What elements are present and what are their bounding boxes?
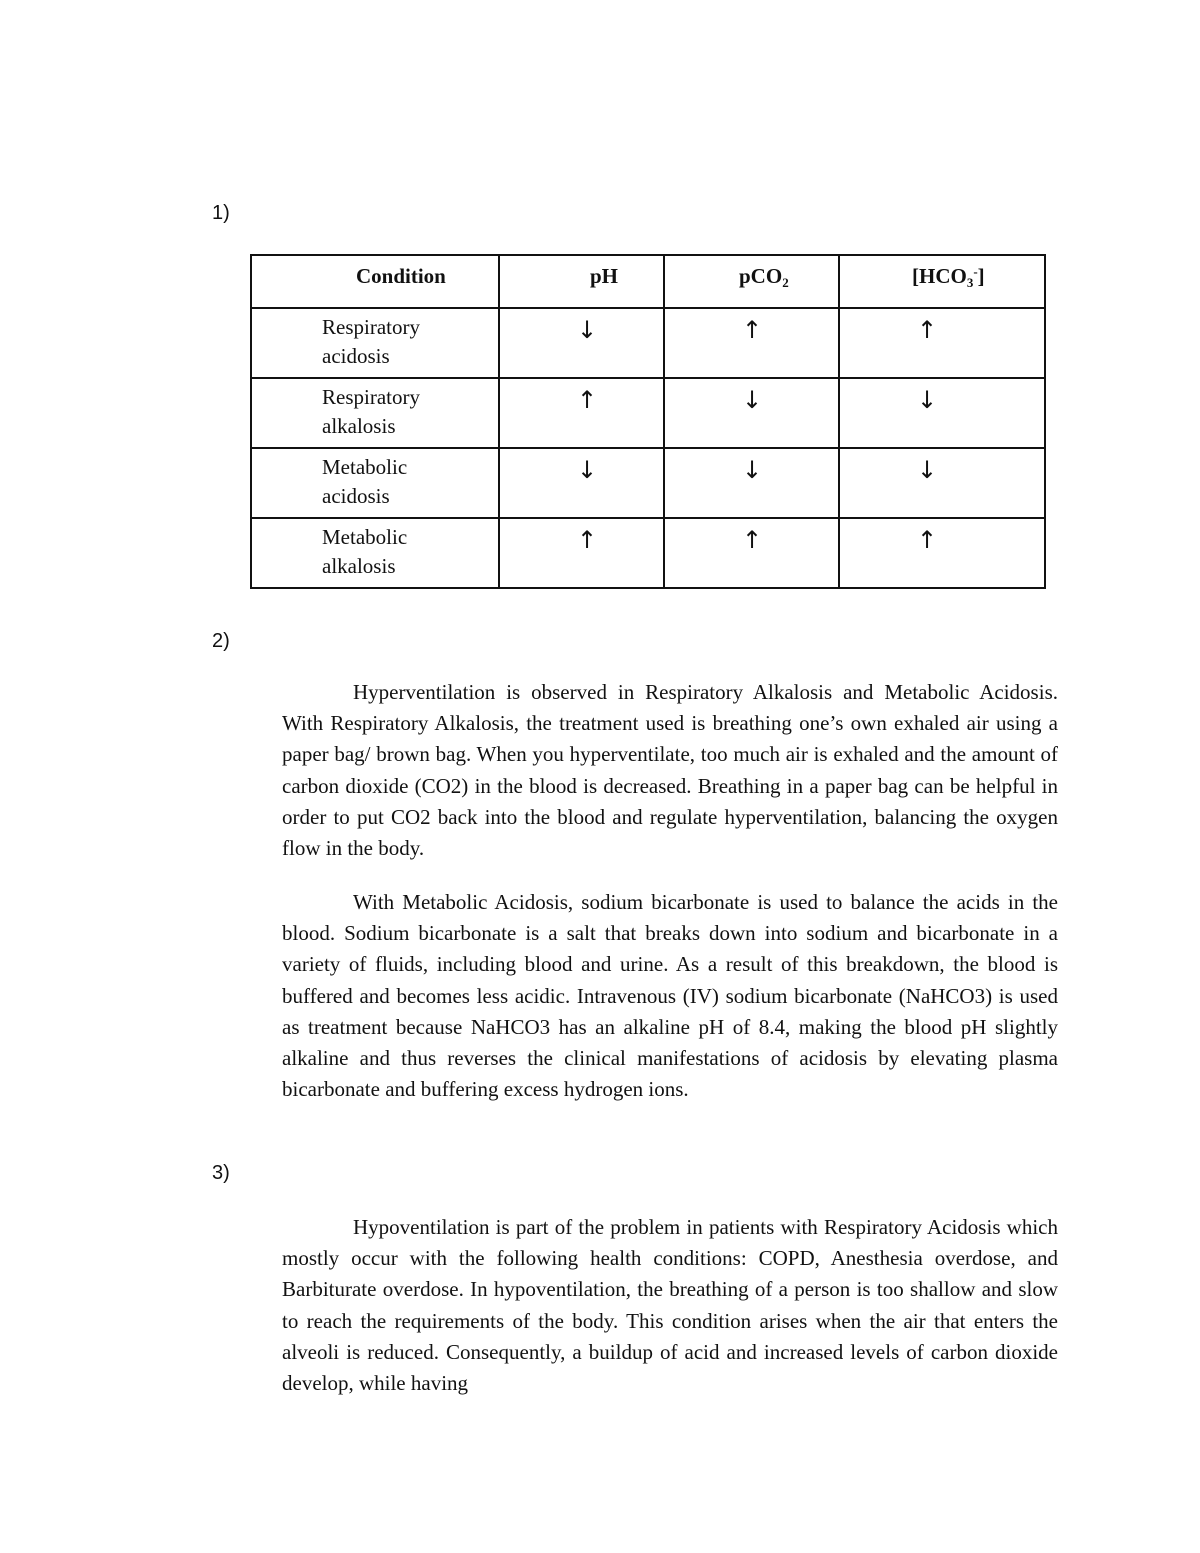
table-row bbox=[251, 308, 1045, 378]
condition-line-2: alkalosis bbox=[322, 414, 396, 438]
table-row bbox=[251, 448, 1045, 518]
ph-arrow: ↓ bbox=[499, 308, 664, 378]
pco2-arrow: ↑ bbox=[664, 518, 839, 588]
question-2-number: 2) bbox=[212, 630, 230, 652]
table-row bbox=[251, 518, 1045, 588]
answer-2-paragraph-1: Hyperventilation is observed in Respiratory Alkalosis and Metabolic Acidosis. With Respiratory Alkalosis, the treatment used is breathing one’s own exhaled air using a paper bag/ brown bag. When you hyperventilate, too much air is exhaled and the amount of carbon dioxide (CO2) in the blood is decreased. Breathing in a paper bag can be helpful in order to put CO2 back into the blood and regulate hyperventilation, balancing the oxygen flow in the body. bbox=[282, 680, 1058, 861]
pco2-arrow: ↑ bbox=[664, 308, 839, 378]
answer-3-paragraph-1: Hypoventilation is part of the problem in patients with Respiratory Acidosis which mostly occur with the following health conditions: COPD, Anesthesia overdose, and Barbiturate overdose. In hypoventilation, the breathing of a person is too shallow and slow to reach the requirements of the body. This condition arises when the air that enters the alveoli is reduced. Consequently, a buildup of acid and increased levels of carbon dioxide develop, while having bbox=[282, 1215, 1058, 1396]
header-hco3-subscript: 3 bbox=[966, 275, 974, 290]
header-pco2 bbox=[664, 255, 839, 308]
hco3-arrow: ↓ bbox=[839, 448, 1045, 518]
table-header-row bbox=[251, 255, 1045, 308]
condition-cell bbox=[251, 518, 499, 588]
hco3-arrow: ↑ bbox=[839, 518, 1045, 588]
header-condition: Condition bbox=[251, 255, 499, 308]
ph-arrow: ↑ bbox=[499, 378, 664, 448]
header-ph: pH bbox=[499, 255, 664, 308]
condition-line-1: Metabolic bbox=[322, 455, 408, 479]
question-3-number: 3) bbox=[212, 1162, 230, 1184]
hco3-arrow: ↑ bbox=[839, 308, 1045, 378]
condition-cell bbox=[251, 378, 499, 448]
header-pco2-subscript: 2 bbox=[782, 275, 789, 290]
pco2-arrow: ↓ bbox=[664, 448, 839, 518]
answer-2-paragraph-2: With Metabolic Acidosis, sodium bicarbonate is used to balance the acids in the blood. Sodium bicarbonate is a salt that breaks down into sodium and bicarbonate in a variety of fluids, including blood and urine. As a result of this breakdown, the blood is buffered and becomes less acidic. Intravenous (IV) sodium bicarbonate (NaHCO3) is used as treatment because NaHCO3 has an alkaline pH of 8.4, making the blood pH slightly alkaline and thus reverses the clinical manifestations of acidosis by elevating plasma bicarbonate and buffering excess hydrogen ions. bbox=[282, 890, 1058, 1102]
pco2-arrow: ↓ bbox=[664, 378, 839, 448]
condition-line-1: Respiratory bbox=[322, 385, 420, 409]
condition-cell bbox=[251, 308, 499, 378]
header-hco3-open: [HCO bbox=[912, 264, 967, 288]
header-pco2-base: pCO bbox=[739, 264, 783, 288]
ph-arrow: ↓ bbox=[499, 448, 664, 518]
condition-line-2: acidosis bbox=[322, 484, 390, 508]
header-hco3 bbox=[839, 255, 1045, 308]
condition-line-1: Respiratory bbox=[322, 315, 420, 339]
ph-arrow: ↑ bbox=[499, 518, 664, 588]
hco3-arrow: ↓ bbox=[839, 378, 1045, 448]
condition-cell bbox=[251, 448, 499, 518]
condition-line-2: acidosis bbox=[322, 344, 390, 368]
header-hco3-close: ] bbox=[977, 264, 985, 288]
table-row bbox=[251, 378, 1045, 448]
header-hco3-superscript: - bbox=[973, 264, 978, 279]
acid-base-table bbox=[250, 254, 1046, 589]
condition-line-1: Metabolic bbox=[322, 525, 408, 549]
question-1-number: 1) bbox=[212, 202, 230, 224]
condition-line-2: alkalosis bbox=[322, 554, 396, 578]
